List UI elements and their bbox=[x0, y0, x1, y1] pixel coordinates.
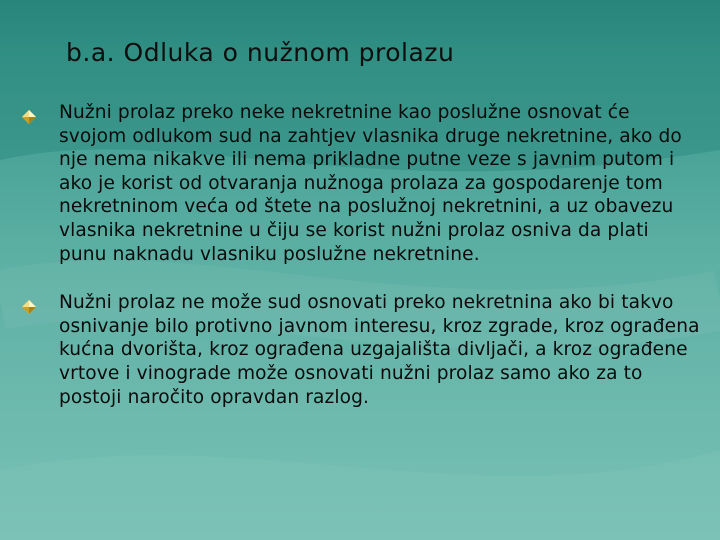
slide-title: b.a. Odluka o nužnom prolazu bbox=[66, 38, 455, 67]
bullet-list bbox=[22, 101, 702, 434]
bullet-text: Nužni prolaz ne može sud osnovati preko nekretnina ako bi takvo osnivanje bilo protivno javnom interesu, kroz zgrade, kroz ograđena kućna dvorišta, kroz ograđena uzgajališta divljači, a kroz ograđene vrtove i vinograde može osnovati nužni prolaz samo ako za to postoji naročito opravdan razlog. bbox=[59, 292, 700, 408]
diamond-bullet-icon bbox=[22, 300, 36, 314]
bullet-text: Nužni prolaz preko neke nekretnine kao poslužne osnovat će svojom odlukom sud na zahtjev vlasnika druge nekretnine, ako do nje nema nikakve ili nema prikladne putne veze s javnim putom i ako je korist od otvaranja nužnoga prolaza za gospodarenje tom nekretninom veća od štete na poslužnoj nekretnini, a uz obavezu vlasnika nekretnine u čiju se korist nužni prolaz osniva da plati punu naknadu vlasniku poslužne nekretnine. bbox=[59, 102, 682, 265]
diamond-bullet-icon bbox=[22, 110, 36, 124]
bullet-item bbox=[22, 291, 702, 409]
bullet-item bbox=[22, 101, 702, 266]
